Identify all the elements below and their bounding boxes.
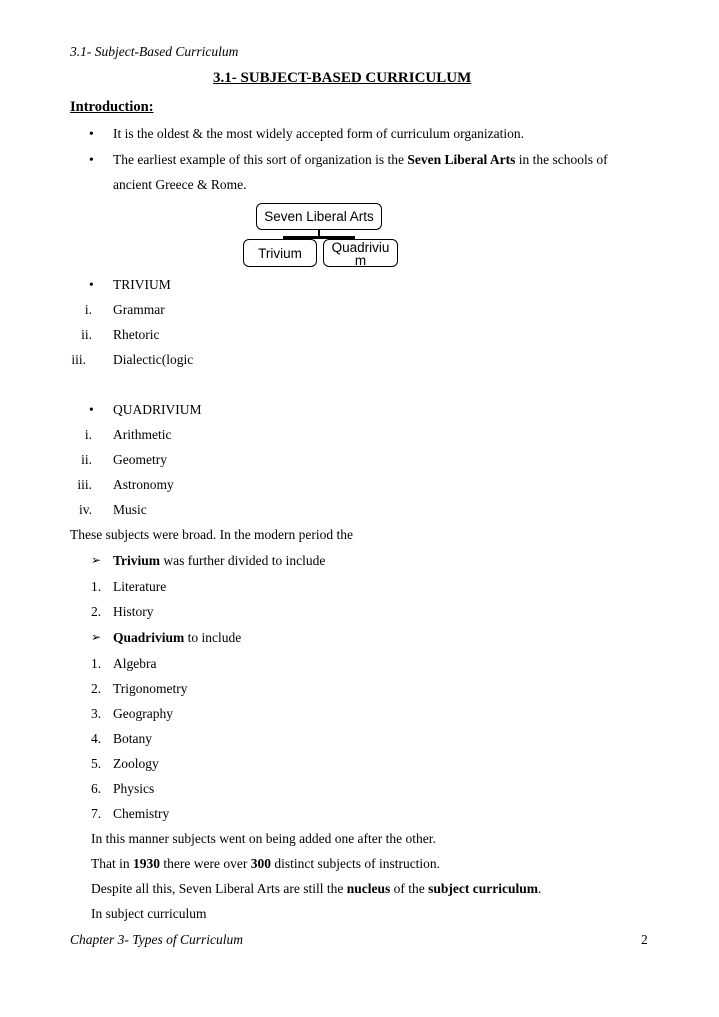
diagram-trivium-box [243,239,317,267]
list-item: Geography [113,706,173,721]
list-item: Trigonometry [113,681,188,696]
list-item: Grammar [113,302,165,317]
list-item: Rhetoric [113,327,160,342]
footer-chapter: Chapter 3- Types of Curriculum [70,932,243,947]
list-item: Algebra [113,656,157,671]
closing-line-2: That in 1930 there were over 300 distinct subjects of instruction. [91,856,441,871]
list-marker: iii. [77,477,92,492]
list-marker: ii. [81,327,92,342]
modern-trivium-line: Trivium was further divided to include [113,553,326,568]
list-item: Astronomy [113,477,174,492]
list-item: Physics [113,781,155,796]
arrow-bullet-icon: ➢ [91,630,102,644]
list-marker: 2. [91,681,102,696]
list-item: Geometry [113,452,167,467]
list-marker: 4. [91,731,102,746]
list-item: Botany [113,731,152,746]
page-title: 3.1- SUBJECT-BASED CURRICULUM [213,70,472,86]
list-marker: iii. [71,352,86,367]
bullet-icon: • [89,402,94,417]
list-item: Music [113,502,147,517]
modern-intro: These subjects were broad. In the modern period the [70,527,354,542]
bullet-icon: • [89,152,94,167]
closing-line-1: In this manner subjects went on being added one after the other. [91,831,436,846]
list-item: Zoology [113,756,159,771]
bullet-icon: • [89,277,94,292]
intro-bullet-1: It is the oldest & the most widely accepted form of curriculum organization. [113,126,525,141]
list-marker: 1. [91,579,102,594]
list-marker: iv. [79,502,92,517]
list-item: Chemistry [113,806,170,821]
list-marker: 7. [91,806,102,821]
list-marker: 6. [91,781,102,796]
intro-bullet-2: The earliest example of this sort of organization is the Seven Liberal Arts in the schools of [113,152,608,167]
list-marker: 1. [91,656,102,671]
intro-heading: Introduction: [70,99,154,115]
list-item: Literature [113,579,167,594]
diagram-trivium-label: Trivium [258,246,302,261]
diagram-quadrivium-box [323,239,398,267]
intro-bullet-2-cont: ancient Greece & Rome. [113,177,247,192]
closing-line-4: In subject curriculum [91,906,207,921]
diagram-quadrivium-label-cont: m [354,253,367,268]
trivium-title: TRIVIUM [113,277,171,292]
list-item: Dialectic(logic [113,352,194,367]
arrow-bullet-icon: ➢ [91,553,102,567]
list-marker: i. [84,302,92,317]
bullet-icon: • [89,126,94,141]
list-marker: ii. [81,452,92,467]
list-marker: 5. [91,756,102,771]
closing-line-3: Despite all this, Seven Liberal Arts are still the nucleus of the subject curriculum. [91,881,542,896]
running-header: 3.1- Subject-Based Curriculum [70,44,239,59]
list-marker: 3. [91,706,102,721]
diagram-root-box [256,203,382,230]
page-number: 2 [641,932,648,947]
diagram-quadrivium-label: Quadriviu [331,240,390,255]
list-marker: i. [84,427,92,442]
list-item: History [113,604,154,619]
list-item: Arithmetic [113,427,172,442]
quadrivium-title: QUADRIVIUM [113,402,202,417]
modern-quadrivium-line: Quadrivium to include [113,630,242,645]
list-marker: 2. [91,604,102,619]
diagram-root-label: Seven Liberal Arts [264,209,374,224]
